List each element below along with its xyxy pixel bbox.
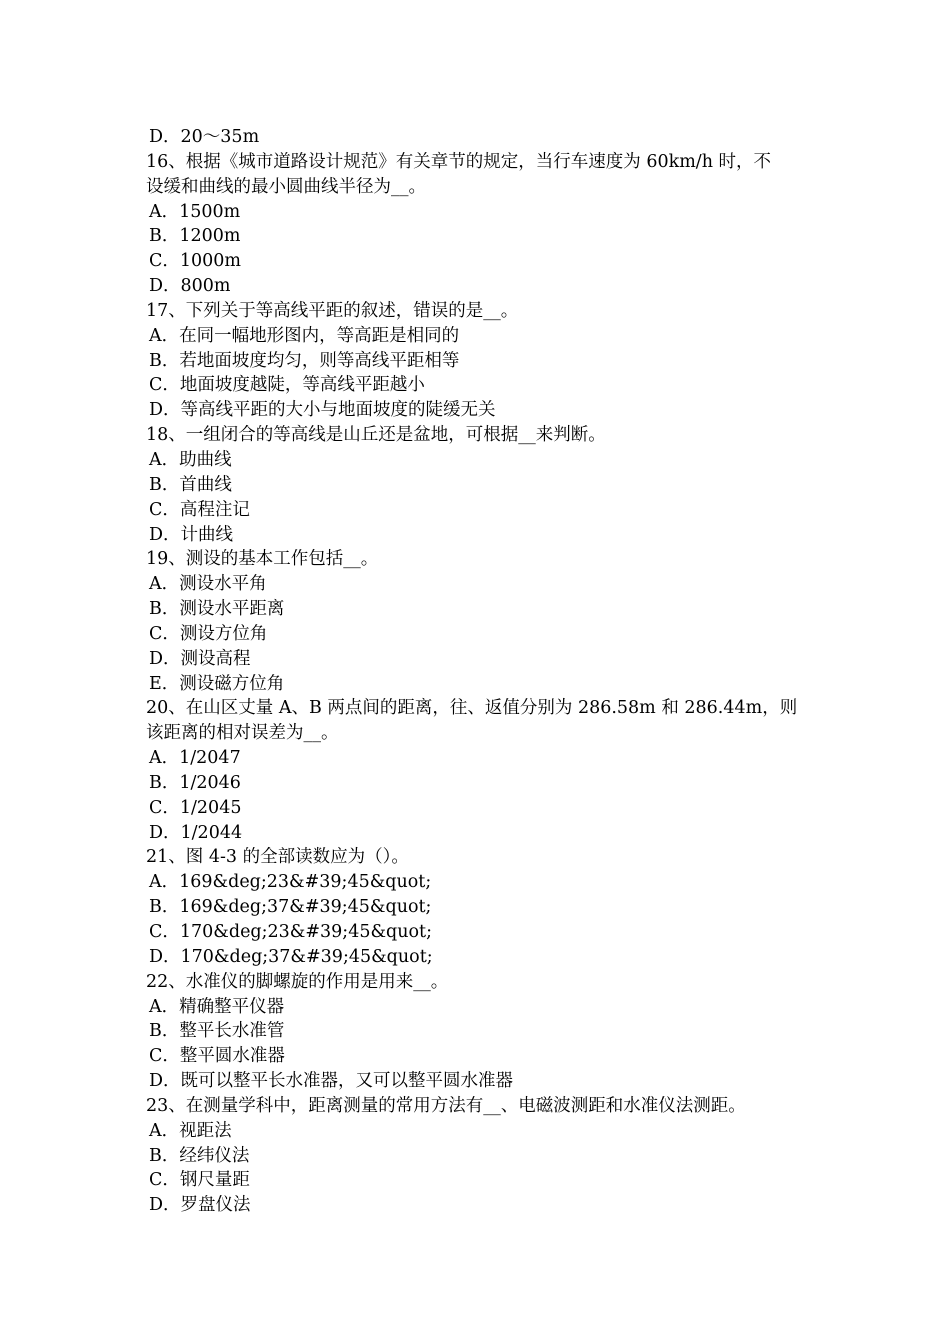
option-line: A．测设水平角: [149, 574, 267, 595]
option-line: D．800m: [149, 276, 231, 297]
option-line: D．计曲线: [149, 524, 234, 545]
option-line: C．高程注记: [149, 499, 250, 520]
option-line: D．既可以整平长水准器，又可以整平圆水准器: [149, 1071, 514, 1092]
question-line: 19、测设的基本工作包括__。: [146, 549, 379, 570]
option-line: B．经纬仪法: [149, 1145, 250, 1166]
option-line: A．精确整平仪器: [149, 996, 285, 1017]
option-line: C．1/2045: [149, 797, 242, 818]
question-line: 21、图 4-3 的全部读数应为（）。: [146, 847, 409, 868]
question-line: 18、一组闭合的等高线是山丘还是盆地，可根据__来判断。: [146, 425, 606, 446]
option-line: A．在同一幅地形图内，等高距是相同的: [149, 325, 460, 346]
option-line: E．测设磁方位角: [149, 673, 285, 694]
question-line: 17、下列关于等高线平距的叙述，错误的是__。: [146, 300, 519, 321]
option-line: D．罗盘仪法: [149, 1195, 251, 1216]
option-line: C．地面坡度越陡，等高线平距越小: [149, 375, 425, 396]
option-line: C．测设方位角: [149, 623, 268, 644]
question-line-continued: 设缓和曲线的最小圆曲线半径为__。: [146, 176, 426, 197]
option-line: A．1/2047: [149, 748, 241, 769]
question-line: 22、水准仪的脚螺旋的作用是用来__。: [146, 971, 449, 992]
option-line: A．1500m: [149, 201, 241, 222]
question-line: 23、在测量学科中，距离测量的常用方法有__、电磁波测距和水准仪法测距。: [146, 1095, 746, 1116]
option-line: C．钢尺量距: [149, 1170, 250, 1191]
option-line: B．测设水平距离: [149, 599, 285, 620]
document-page: [0, 125, 950, 1218]
question-line-continued: 该距离的相对误差为__。: [146, 723, 339, 744]
option-line: B．若地面坡度均匀，则等高线平距相等: [149, 350, 460, 371]
question-line: 20、在山区丈量 A、B 两点间的距离，往、返值分别为 286.58m 和 286.44m，则: [146, 698, 798, 719]
question-line: 16、根据《城市道路设计规范》有关章节的规定，当行车速度为 60km/h 时，不: [146, 151, 772, 172]
option-line: C．1000m: [149, 251, 242, 272]
option-line: D．20～35m: [149, 127, 260, 147]
option-line: D．170&deg;37&#39;45&quot;: [149, 946, 433, 967]
option-line: A．169&deg;23&#39;45&quot;: [149, 872, 432, 893]
option-line: C．整平圆水准器: [149, 1046, 285, 1067]
option-line: B．首曲线: [149, 474, 232, 495]
option-line: B．整平长水准管: [149, 1021, 285, 1042]
option-line: B．169&deg;37&#39;45&quot;: [149, 897, 432, 918]
option-line: B．1200m: [149, 226, 241, 247]
option-line: B．1/2046: [149, 772, 241, 793]
option-line: D．1/2044: [149, 822, 243, 843]
option-line: D．等高线平距的大小与地面坡度的陡缓无关: [149, 400, 496, 421]
option-line: A．视距法: [149, 1120, 232, 1141]
option-line: A．助曲线: [149, 449, 232, 470]
option-line: D．测设高程: [149, 648, 251, 669]
option-line: C．170&deg;23&#39;45&quot;: [149, 922, 432, 942]
